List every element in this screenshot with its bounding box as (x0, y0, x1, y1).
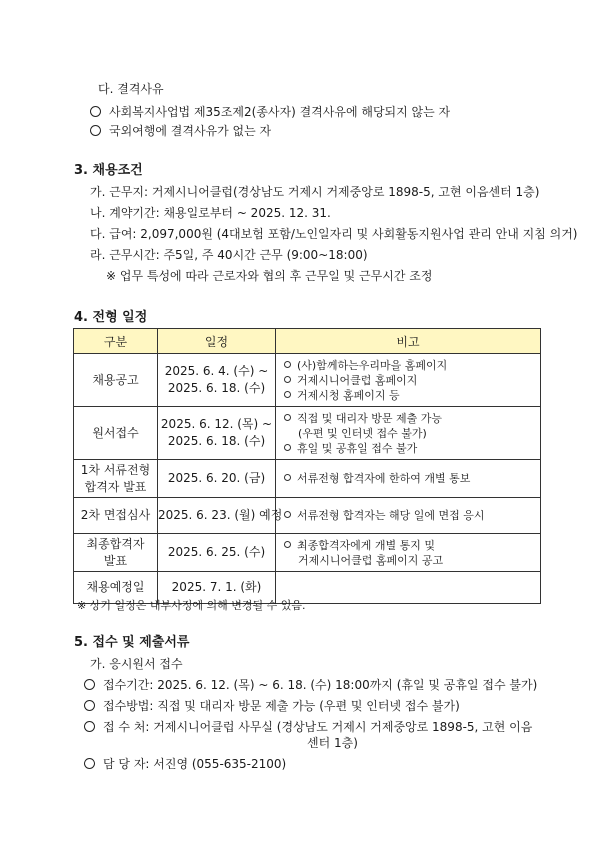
condition-working-hours: 라. 근무시간: 주5일, 주 40시간 근무 (9:00~18:00) (90, 248, 368, 262)
schedule-table (73, 328, 541, 604)
row-category: 2차 면접심사 (74, 498, 158, 534)
row-category: 원서접수 (74, 407, 158, 460)
circle-bullet-icon (84, 700, 95, 711)
table-row (74, 460, 541, 498)
row-notes: 직접 및 대리자 방문 제출 가능 (우편 및 인터넷 접수 불가) 휴일 및 공휴일 접수 불가 (276, 407, 541, 460)
submission-heading: 5. 접수 및 제출서류 (74, 635, 190, 650)
conditions-heading: 3. 채용조건 (74, 163, 143, 178)
row-notes: 서류전형 합격자에 한하여 개별 통보 (276, 460, 541, 498)
circle-bullet-icon (90, 106, 101, 117)
table-row (74, 407, 541, 460)
submission-item-place: 접 수 처: 거제시니어클럽 사무실 (경상남도 거제시 거제중앙로 1898-5, 고현 이음 (84, 719, 532, 735)
table-header-row (74, 329, 541, 354)
disqualification-heading: 다. 결격사유 (98, 82, 164, 96)
row-date: 2025. 6. 23. (월) 예정 (158, 498, 276, 534)
disqualification-item: 국외여행에 결격사유가 없는 자 (90, 123, 271, 139)
header-notes: 비고 (276, 329, 541, 354)
submission-item-method: 접수방법: 직접 및 대리자 방문 제출 가능 (우편 및 인터넷 접수 불가) (84, 698, 460, 714)
row-date: 2025. 6. 25. (수) (158, 534, 276, 572)
disqualification-item: 사회복지사업법 제35조제2(종사자) 결격사유에 해당되지 않는 자 (90, 104, 450, 120)
condition-contract-period: 나. 계약기간: 채용일로부터 ~ 2025. 12. 31. (90, 206, 331, 220)
row-notes: (사)함께하는우리마을 홈페이지 거제시니어클럽 홈페이지 거제시청 홈페이지 등 (276, 354, 541, 407)
circle-bullet-icon (84, 758, 95, 769)
small-circle-bullet-icon (284, 474, 291, 481)
small-circle-bullet-icon (284, 376, 291, 383)
row-date: 2025. 6. 20. (금) (158, 460, 276, 498)
submission-subheading: 가. 응시원서 접수 (90, 657, 183, 671)
small-circle-bullet-icon (284, 511, 291, 518)
row-notes: 서류전형 합격자는 해당 일에 면접 응시 (276, 498, 541, 534)
row-category: 채용공고 (74, 354, 158, 407)
condition-note: ※ 업무 특성에 따라 근로자와 협의 후 근무일 및 근무시간 조정 (106, 269, 433, 283)
schedule-heading: 4. 전형 일정 (74, 310, 148, 325)
schedule-footnote: ※ 상기 일정은 내부사정에 의해 변경될 수 있음. (77, 599, 306, 612)
submission-item-contact: 담 당 자: 서진영 (055-635-2100) (84, 756, 286, 772)
row-notes (276, 572, 541, 604)
condition-workplace: 가. 근무지: 거제시니어클럽(경상남도 거제시 거제중앙로 1898-5, 고현 이음센터 1층) (90, 185, 540, 199)
small-circle-bullet-icon (284, 444, 291, 451)
row-category: 최종합격자 발표 (74, 534, 158, 572)
circle-bullet-icon (84, 721, 95, 732)
row-notes: 최종합격자에게 개별 통지 및 거제시니어클럽 홈페이지 공고 (276, 534, 541, 572)
row-date: 2025. 6. 12. (목) ~ 2025. 6. 18. (수) (158, 407, 276, 460)
row-category: 1차 서류전형 합격자 발표 (74, 460, 158, 498)
small-circle-bullet-icon (284, 391, 291, 398)
table-row (74, 498, 541, 534)
row-category: 채용예정일 (74, 572, 158, 604)
small-circle-bullet-icon (284, 541, 291, 548)
row-date: 2025. 6. 4. (수) ~ 2025. 6. 18. (수) (158, 354, 276, 407)
header-date: 일정 (158, 329, 276, 354)
header-category: 구분 (74, 329, 158, 354)
row-date: 2025. 7. 1. (화) (158, 572, 276, 604)
submission-item-place-continuation: 센터 1층) (307, 736, 358, 750)
circle-bullet-icon (84, 679, 95, 690)
submission-item-period: 접수기간: 2025. 6. 12. (목) ~ 6. 18. (수) 18:00까지 (휴일 및 공휴일 접수 불가) (84, 677, 537, 693)
condition-salary: 다. 급여: 2,097,000원 (4대보험 포함/노인일자리 및 사회활동지원사업 관리 안내 지침 의거) (90, 227, 578, 241)
small-circle-bullet-icon (284, 361, 291, 368)
table-row (74, 354, 541, 407)
table-row (74, 534, 541, 572)
small-circle-bullet-icon (284, 414, 291, 421)
circle-bullet-icon (90, 125, 101, 136)
